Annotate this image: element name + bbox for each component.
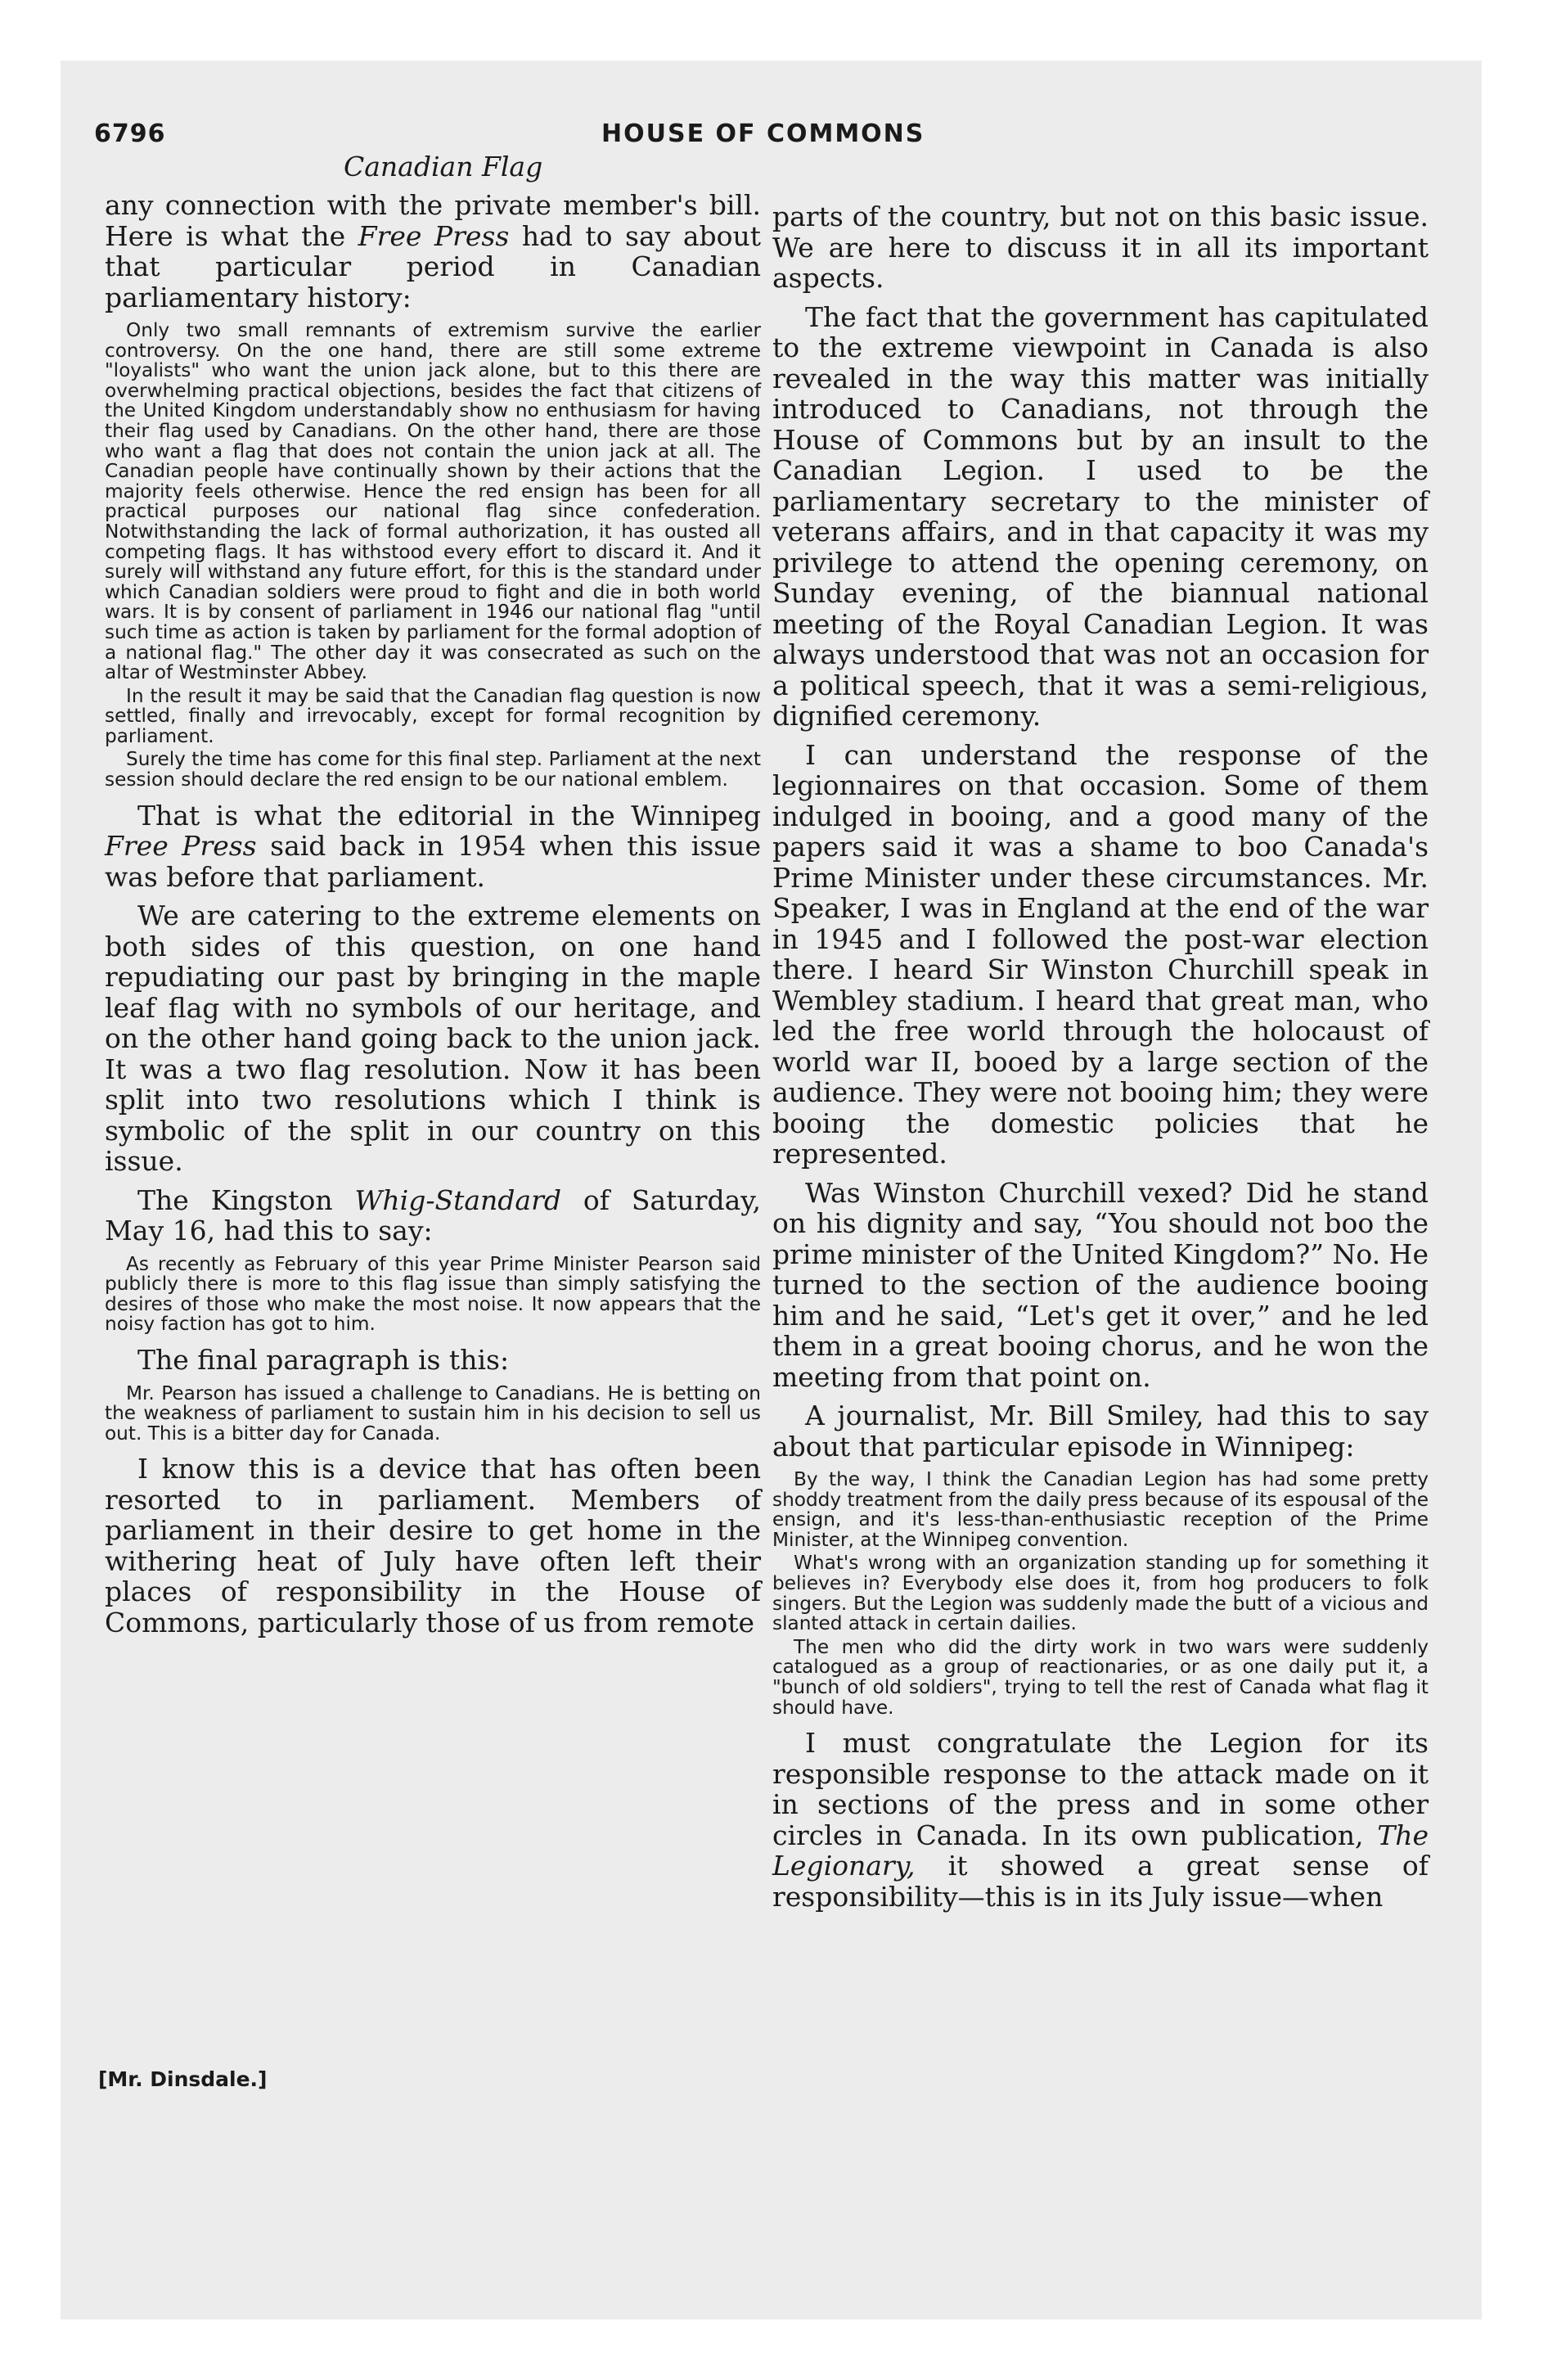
paragraph: I can understand the response of the legionnaires on that occasion. Some of them indulged in booing, and a good many of the papers said it was a shame to boo Canada's Prime Minister under these circumstances. Mr. Speaker, I was in England at the end of the war in 1945 and I followed the post-war election there. I heard Sir Winston Churchill speak in Wembley stadium. I heard that great man, who led the free world through the holocaust of world war II, booed by a large section of the audience. They were not booing him; they were booing the domestic policies that he represented.	[772, 738, 1429, 1170]
quoted-paragraph: As recently as February of this year Prime Minister Pearson said publicly there is more to this flag issue than simply satisfying the desires of those who make the most noise. It now appears that the noisy faction has got to him.	[105, 1252, 761, 1336]
speaker-attribution: [Mr. Dinsdale.]	[98, 2067, 268, 2091]
paragraph: I must congratulate the Legion for its responsible response to the attack made on it in sections of the press and in some other circles in Canada. In its own publication, The Legionary, it showed a great sense of responsibility—this is in its July issue—when	[772, 1727, 1429, 1913]
right-column	[772, 201, 1429, 1920]
running-header: HOUSE OF COMMONS	[601, 119, 925, 148]
subject-heading: Canadian Flag	[344, 151, 543, 183]
page-number: 6796	[94, 119, 166, 148]
paragraph: That is what the editorial in the Winnipeg Free Press said back in 1954 when this issue was before that parliament.	[105, 799, 761, 893]
quoted-paragraph: In the result it may be said that the Canadian flag question is now settled, finally and irrevocably, except for formal recognition by parliament.	[105, 684, 761, 747]
paragraph: We are catering to the extreme elements on both sides of this question, on one hand repudiating our past by bringing in the maple leaf flag with no symbols of our heritage, and on the other hand going back to the union jack. It was a two flag resolution. Now it has been split into two resolutions which I think is symbolic of the split in our country on this issue.	[105, 899, 761, 1178]
quoted-paragraph: The men who did the dirty work in two wars were suddenly catalogued as a group of reactionaries, or as one daily put it, a "bunch of old soldiers", trying to tell the rest of Canada what flag it should have.	[772, 1635, 1429, 1719]
quoted-paragraph: What's wrong with an organization standing up for something it believes in? Everybody else does it, from hog producers to folk singers. But the Legion was suddenly made the butt of a vicious and slanted attack in certain dailies.	[772, 1552, 1429, 1635]
paragraph: parts of the country, but not on this basic issue. We are here to discuss it in all its important aspects.	[772, 201, 1429, 294]
quoted-paragraph: Only two small remnants of extremism survive the earlier controversy. On the one hand, there are still some extreme "loyalists" who want the union jack alone, but to this there are overwhelming practical objections, besides the fact that citizens of the United Kingdom understandably show no enthusiasm for having their flag used by Canadians. On the other hand, there are those who want a flag that does not contain the union jack at all. The Canadian people have continually shown by their actions that the majority feels otherwise. Hence the red ensign has been for all practical purposes our national flag since confederation. Notwithstanding the lack of formal authorization, it has ousted all competing flags. It has withstood every effort to discard it. And it surely will withstand any future effort, for this is the standard under which Canadian soldiers were proud to fight and die in both world wars. It is by consent of parliament in 1946 our national flag "until such time as action is taken by parliament for the formal adoption of a national flag." The other day it was consecrated as such on the altar of Westminster Abbey.	[105, 319, 761, 684]
paragraph: The Kingston Whig-Standard of Saturday, May 16, had this to say:	[105, 1183, 761, 1247]
paragraph: I know this is a device that has often been resorted to in parliament. Members of parliament in their desire to get home in the withering heat of July have often left their places of responsibility in the House of Commons, particularly those of us from remote	[105, 1453, 761, 1639]
paragraph: any connection with the private member's bill. Here is what the Free Press had to say about that particular period in Canadian parliamentary history:	[105, 189, 762, 313]
quoted-paragraph: By the way, I think the Canadian Legion has had some pretty shoddy treatment from the daily press because of its espousal of the ensign, and it's less-than-enthusiastic reception of the Prime Minister, at the Winnipeg convention.	[772, 1468, 1429, 1551]
left-column	[105, 190, 761, 1646]
quoted-paragraph: Surely the time has come for this final step. Parliament at the next session should declare the red ensign to be our national emblem.	[105, 748, 761, 791]
paragraph: Was Winston Churchill vexed? Did he stand on his dignity and say, “You should not boo the prime minister of the United Kingdom?” No. He turned to the section of the audience booing him and he said, “Let's get it over,” and he led them in a great booing chorus, and he won the meeting from that point on.	[772, 1176, 1429, 1393]
paragraph: The fact that the government has capitulated to the extreme viewpoint in Canada is also revealed in the way this matter was initially introduced to Canadians, not through the House of Commons but by an insult to the Canadian Legion. I used to be the parliamentary secretary to the minister of veterans affairs, and in that capacity it was my privilege to attend the opening ceremony, on Sunday evening, of the biannual national meeting of the Royal Canadian Legion. It was always understood that was not an occasion for a political speech, that it was a semi-religious, dignified ceremony.	[772, 300, 1429, 732]
quoted-paragraph: Mr. Pearson has issued a challenge to Canadians. He is betting on the weakness of parliament to sustain him in his decision to sell us out. This is a bitter day for Canada.	[105, 1382, 761, 1445]
paragraph: A journalist, Mr. Bill Smiley, had this to say about that particular episode in Winnipeg:	[772, 1400, 1429, 1463]
paragraph: The final paragraph is this:	[137, 1344, 510, 1377]
